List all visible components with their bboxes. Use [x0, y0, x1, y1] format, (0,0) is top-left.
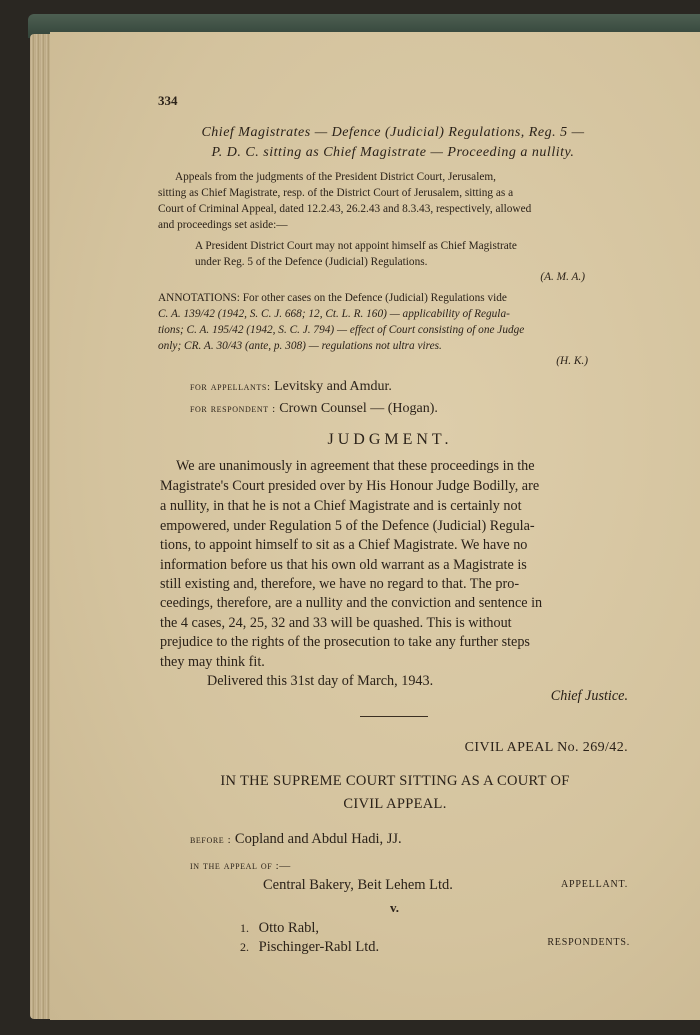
- judgment-line: the 4 cases, 24, 25, 32 and 33 will be quashed. This is without: [160, 615, 512, 631]
- held-initials: (A. M. A.): [540, 271, 585, 283]
- summary-line: sitting as Chief Magistrate, resp. of the District Court of Jerusalem, sitting as a: [158, 187, 514, 199]
- judgment-line: Magistrate's Court presided over by His Honour Judge Bodilly, are: [160, 478, 540, 494]
- appellant-role: APPELLANT.: [561, 879, 628, 890]
- section-divider: [360, 716, 428, 717]
- judgment-line: they may think fit.: [160, 654, 265, 670]
- judges: Copland and Abdul Hadi, JJ.: [234, 831, 402, 847]
- respondent-names: Crown Counsel — (Hogan).: [279, 401, 438, 416]
- judgment-line: empowered, under Regulation 5 of the Defence (Judicial) Regula-: [160, 518, 535, 534]
- page-number: 334: [158, 93, 178, 108]
- judgment-heading: JUDGMENT.: [327, 431, 453, 448]
- appeal-label: in the appeal of :—: [190, 860, 291, 872]
- respondent-label: for respondent :: [190, 403, 276, 415]
- judgment-line: a nullity, in that he is not a Chief Magistrate and is certainly not: [160, 498, 522, 514]
- annotation-initials: (H. K.): [556, 355, 588, 367]
- court-title-line-2: CIVIL APPEAL.: [343, 796, 447, 812]
- versus: v.: [390, 900, 400, 915]
- judgment-line: prejudice to the rights of the prosecution to take any further steps: [160, 634, 530, 650]
- held-line: under Reg. 5 of the Defence (Judicial) Regulations.: [195, 256, 428, 268]
- respondent-item: [240, 939, 379, 956]
- respondent-item: [240, 920, 319, 937]
- headnote-title-line-1: Chief Magistrates — Defence (Judicial) Regulations, Reg. 5 —: [201, 125, 585, 140]
- summary-line: Court of Criminal Appeal, dated 12.2.43, 26.2.43 and 8.3.43, respectively, allowed: [158, 203, 532, 215]
- summary-line: and proceedings set aside:—: [158, 219, 288, 231]
- signature: Chief Justice.: [550, 688, 628, 704]
- judgment-line: still existing and, therefore, we have no regard to that. The pro-: [160, 576, 520, 592]
- appellants-label: for appellants:: [190, 381, 271, 393]
- appellants-names: Levitsky and Amdur.: [274, 379, 392, 394]
- respondent-number: 1.: [240, 921, 249, 935]
- annotation-line: tions; C. A. 195/42 (1942, S. C. J. 794) — effect of Court consisting of one Judge: [158, 324, 525, 336]
- respondent-number: 2.: [240, 940, 249, 954]
- annotation-line: ANNOTATIONS: For other cases on the Defence (Judicial) Regulations vide: [158, 292, 507, 304]
- respondents-role: RESPONDENTS.: [547, 937, 630, 948]
- summary-line: Appeals from the judgments of the President District Court, Jerusalem,: [175, 171, 496, 183]
- headnote-title-line-2: P. D. C. sitting as Chief Magistrate — Proceeding a nullity.: [211, 145, 575, 160]
- judgment-line: We are unanimously in agreement that these proceedings in the: [176, 458, 535, 474]
- appellants-counsel: [190, 379, 392, 395]
- bench: [190, 831, 402, 848]
- judgment-line: information before us that his own old warrant as a Magistrate is: [160, 557, 527, 573]
- court-title-line-1: IN THE SUPREME COURT SITTING AS A COURT OF: [220, 773, 570, 789]
- delivered-line: Delivered this 31st day of March, 1943.: [207, 673, 434, 689]
- held-line: A President District Court may not appoint himself as Chief Magistrate: [195, 240, 517, 252]
- annotation-line: C. A. 139/42 (1942, S. C. J. 668; 12, Ct. L. R. 160) — applicability of Regula-: [158, 308, 510, 320]
- appellant-name: Central Bakery, Beit Lehem Ltd.: [263, 877, 453, 893]
- respondent-name: Pischinger-Rabl Ltd.: [258, 939, 380, 955]
- judgment-line: ceedings, therefore, are a nullity and the conviction and sentence in: [160, 595, 543, 611]
- respondent-counsel: [190, 401, 438, 417]
- annotation-line: only; CR. A. 30/43 (ante, p. 308) — regulations not ultra vires.: [158, 340, 442, 352]
- respondent-name: Otto Rabl,: [258, 920, 320, 936]
- judgment-line: tions, to appoint himself to sit as a Chief Magistrate. We have no: [160, 537, 528, 553]
- case-number: CIVIL APEAL No. 269/42.: [464, 740, 628, 755]
- before-label: before :: [190, 834, 232, 846]
